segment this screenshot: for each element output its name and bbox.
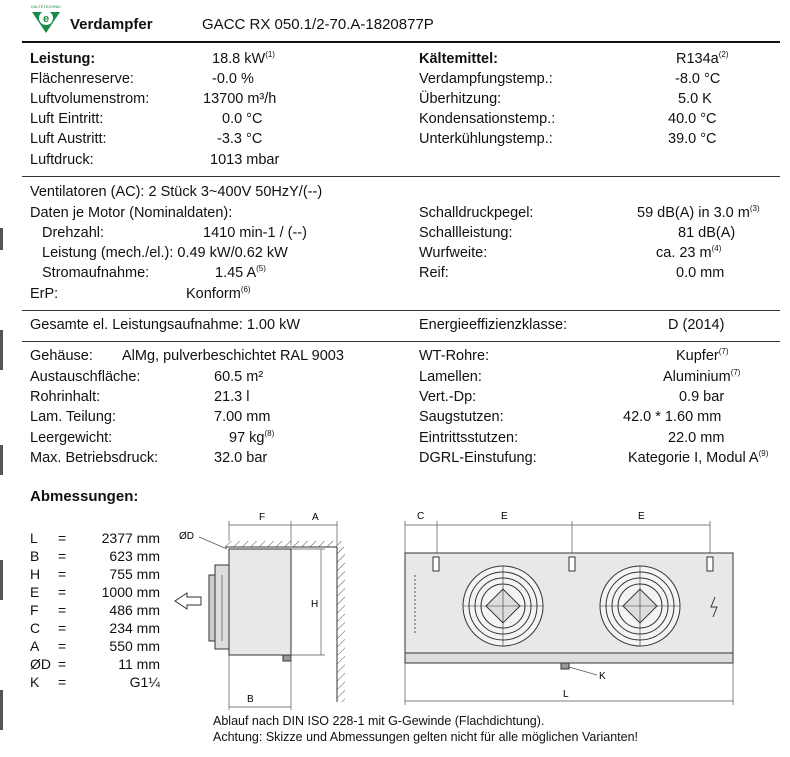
leergewicht-value: 97 $kg^{(8)}$: [229, 429, 275, 446]
lamellen-label: Lamellen:: [419, 369, 482, 385]
schalldruckpegel-value: 59 dB(A) in 3.0 $m^{(3)}$: [637, 204, 760, 221]
vert-dp-label: Vert.-Dp:: [419, 389, 477, 405]
luftdruck-value: 1013 mbar: [210, 152, 280, 168]
dim-row: B = 623 mm: [30, 548, 160, 564]
dim-row: E = 1000 mm: [30, 584, 160, 600]
divider-3: [22, 341, 780, 342]
dim-row: H = 755 mm: [30, 566, 160, 582]
hanger: [707, 557, 713, 571]
energie-value: D (2014): [668, 317, 725, 333]
wt-rohre-label: WT-Rohre:: [419, 348, 490, 364]
luftdruck-label: Luftdruck:: [30, 152, 94, 168]
drain: [283, 655, 291, 661]
ceiling-hatch: [225, 541, 343, 547]
divider-2: [22, 310, 780, 311]
lamellen-value: Aluminium$^{(7)}$: [663, 368, 741, 385]
luftvolumenstrom-label: Luftvolumenstrom:: [30, 91, 150, 107]
wt-rohre-value: Kupfer$^{(7)}$: [676, 347, 729, 364]
leergewicht-label: Leergewicht:: [30, 430, 113, 446]
wurfweite-value: ca. 23 $m^{(4)}$: [656, 244, 722, 261]
austauschflaeche-value: 60.5 m²: [214, 369, 264, 385]
leistung-value: 18.8 $kW^{(1)}$: [212, 50, 275, 67]
lam-teilung-value: 7.00 mm: [214, 409, 271, 425]
verdampfungstemp-value: -8.0 °C: [675, 71, 721, 87]
airflow-arrow-icon: [175, 593, 201, 609]
fan-icon-1: [463, 566, 543, 646]
stromaufnahme-value: 1.45 $A^{(5)}$: [215, 264, 266, 281]
flaechenreserve-label: Flächenreserve:: [30, 71, 134, 87]
margin-mark: [0, 228, 3, 250]
margin-mark: [0, 560, 3, 600]
verdampfungstemp-label: Verdampfungstemp.:: [419, 71, 553, 87]
margin-mark: [0, 690, 3, 730]
header-divider: [22, 41, 780, 43]
logo-letter: e: [42, 13, 50, 25]
daten-je-motor: Daten je Motor (Nominaldaten):: [30, 205, 233, 221]
side-view-drawing: [165, 505, 355, 715]
dim-row: K = G1¼: [30, 674, 160, 690]
luft-austritt-value: -3.3 °C: [217, 131, 263, 147]
fan-icon-2: [600, 566, 680, 646]
reif-value: 0.0 mm: [676, 265, 725, 281]
dim-label-C: C: [417, 511, 425, 522]
luft-eintritt-value: 0.0 °C: [222, 111, 263, 127]
saugstutzen-value: 42.0 * 1.60 mm: [623, 409, 722, 425]
dim-label-F: F: [259, 512, 266, 523]
schallleistung-label: Schallleistung:: [419, 225, 513, 241]
dim-row: L = 2377 mm: [30, 530, 160, 546]
kondensationstemp-label: Kondensationstemp.:: [419, 111, 556, 127]
dim-label-A: A: [312, 512, 319, 523]
hanger: [569, 557, 575, 571]
fan-guard: [209, 575, 215, 641]
kaeltemittel-label: Kältemittel:: [419, 51, 498, 67]
product-type: Verdampfer: [70, 16, 153, 33]
drip-tray: [405, 653, 733, 663]
company-logo: [30, 4, 62, 34]
ueberhitzung-value: 5.0 K: [678, 91, 712, 107]
margin-mark: [0, 445, 3, 475]
margin-mark: [0, 330, 3, 370]
vert-dp-value: 0.9 bar: [679, 389, 725, 405]
drehzahl-label: Drehzahl:: [42, 225, 105, 241]
front-view-drawing: [395, 505, 755, 715]
erp-label: ErP:: [30, 286, 59, 302]
austauschflaeche-label: Austauschfläche:: [30, 369, 141, 385]
note-line-2: Achtung: Skizze und Abmessungen gelten nicht für alle möglichen Varianten!: [213, 730, 639, 744]
energie-label: Energieeffizienzklasse:: [419, 317, 568, 333]
dim-row: ØD = 11 mm: [30, 656, 160, 672]
dgrl-label: DGRL-Einstufung:: [419, 450, 537, 466]
luft-austritt-label: Luft Austritt:: [30, 131, 107, 147]
eintrittsstutzen-value: 22.0 mm: [668, 430, 725, 446]
drehzahl-value: 1410 min-1 / (--): [203, 225, 307, 241]
dim-row: F = 486 mm: [30, 602, 160, 618]
flaechenreserve-value: -0.0 %: [212, 71, 254, 87]
ueberhitzung-label: Überhitzung:: [419, 91, 502, 107]
eintrittsstutzen-label: Eintrittsstutzen:: [419, 430, 519, 446]
betriebsdruck-value: 32.0 bar: [214, 450, 268, 466]
kaeltemittel-value: $R134a^{(2)}$: [676, 50, 729, 67]
dgrl-value: Kategorie I, Modul $A^{(9)}$: [628, 449, 769, 466]
dim-label-B: B: [247, 694, 254, 705]
lam-teilung-label: Lam. Teilung:: [30, 409, 116, 425]
logo-small-text: KÄLTETECHNIK: [31, 4, 61, 9]
unterkuehlungstemp-label: Unterkühlungstemp.:: [419, 131, 553, 147]
leistung-label: Leistung:: [30, 51, 96, 67]
drain-k: [561, 663, 569, 669]
wall-hatch: [337, 547, 345, 702]
schalldruckpegel-label: Schalldruckpegel:: [419, 205, 534, 221]
dim-label-D: ØD: [179, 531, 194, 542]
dim-row: A = 550 mm: [30, 638, 160, 654]
wurfweite-label: Wurfweite:: [419, 245, 488, 261]
dim-label-H: H: [311, 599, 319, 610]
abmessungen-title: Abmessungen:: [30, 488, 139, 505]
note-line-1: Ablauf nach DIN ISO 228-1 mit G-Gewinde (Flachdichtung).: [213, 714, 545, 728]
stromaufnahme-label: Stromaufnahme:: [42, 265, 150, 281]
divider-1: [22, 176, 780, 177]
gehaeuse-value: AlMg, pulverbeschichtet RAL 9003: [122, 348, 344, 364]
schallleistung-value: 81 dB(A): [678, 225, 736, 241]
kondensationstemp-value: 40.0 °C: [668, 111, 717, 127]
ventilatoren-text: Ventilatoren (AC): 2 Stück 3~400V 50HzY/(--): [30, 184, 323, 200]
unterkuehlungstemp-value: 39.0 °C: [668, 131, 717, 147]
luft-eintritt-label: Luft Eintritt:: [30, 111, 104, 127]
betriebsdruck-label: Max. Betriebsdruck:: [30, 450, 159, 466]
rohrinhalt-value: 21.3 l: [214, 389, 250, 405]
dim-label-E1: E: [501, 511, 508, 522]
dim-label-E2: E: [638, 511, 645, 522]
erp-value: Konform$^{(6)}$: [186, 285, 251, 302]
gehaeuse-label: Gehäuse:: [30, 348, 93, 364]
dim-label-K: K: [599, 671, 606, 682]
dim-label-L: L: [563, 689, 569, 700]
rohrinhalt-label: Rohrinhalt:: [30, 389, 101, 405]
saugstutzen-label: Saugstutzen:: [419, 409, 504, 425]
gesamt-leistung: Gesamte el. Leistungsaufnahme: 1.00 kW: [30, 317, 301, 333]
hanger: [433, 557, 439, 571]
dim-row: C = 234 mm: [30, 620, 160, 636]
leistung-mech: Leistung (mech./el.): 0.49 kW/0.62 kW: [42, 245, 288, 261]
model-number: GACC RX 050.1/2-70.A-1820877P: [202, 16, 434, 33]
reif-label: Reif:: [419, 265, 449, 281]
unit-body: [229, 549, 291, 655]
luftvolumenstrom-value: 13700 m³/h: [203, 91, 277, 107]
